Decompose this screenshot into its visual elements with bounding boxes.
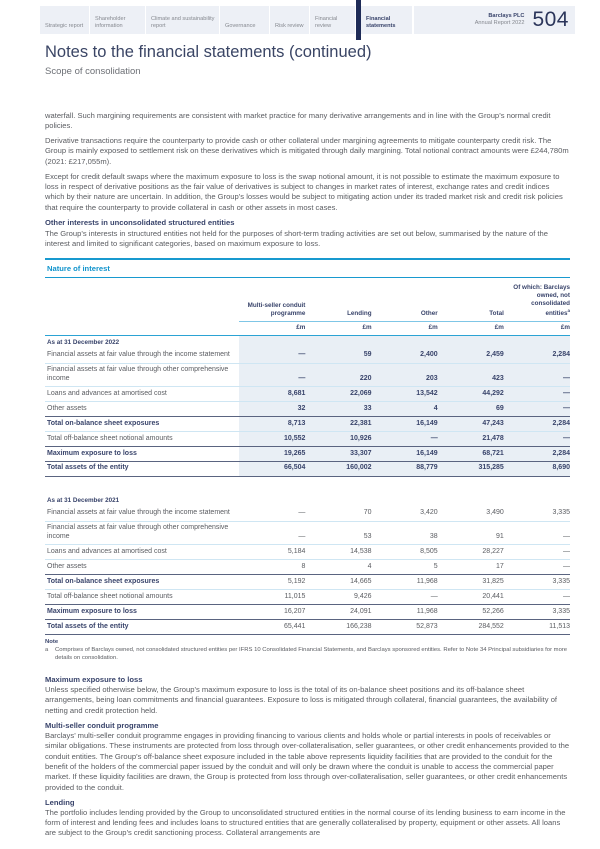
unit-header: £m (372, 321, 438, 335)
unit-header-empty (45, 321, 239, 335)
page-subtitle: Scope of consolidation (45, 66, 141, 77)
page-title: Notes to the financial statements (continued) (45, 43, 372, 61)
column-header-total: Total (438, 278, 504, 321)
tab-climate-sustainability-report[interactable] (146, 6, 220, 34)
footnote-marker: a (45, 646, 49, 653)
table-row-total: Total assets of the entity 66,504 160,002 88,779 315,285 8,690 (45, 461, 570, 476)
column-header-lending: Lending (305, 278, 371, 321)
table-section-2022 (45, 335, 570, 476)
brand-box (413, 6, 575, 34)
table-row: Total off-balance sheet notional amounts 10,552 10,926 — 21,478 — (45, 432, 570, 447)
table-row: Total off-balance sheet notional amounts 11,015 9,426 — 20,441 — (45, 590, 570, 605)
table-row-total: Maximum exposure to loss 19,265 33,307 16,149 68,721 2,284 (45, 446, 570, 461)
table-row: Other assets 8 4 5 17 — (45, 560, 570, 575)
tab-label: Strategic report (45, 23, 84, 30)
section-caption-row (45, 335, 570, 348)
paragraph: The Group’s interests in structured entities not held for the purposes of short-term trading activities are set out below, summarised by the nature of the interest and limited to significant categories, based on maximum exposure to loss. (45, 229, 548, 249)
tab-label: Financial statements (366, 16, 396, 30)
tab-strategic-report[interactable] (40, 6, 90, 34)
section-caption-row (45, 476, 570, 506)
brand-text (475, 13, 525, 28)
unit-header: £m (438, 321, 504, 335)
tab-shareholder-information[interactable] (90, 6, 146, 34)
tab-financial-statements[interactable] (361, 6, 413, 34)
column-header-conduit: Multi-seller conduit programme (239, 278, 305, 321)
unit-header: £m (504, 321, 570, 335)
section-caption: As at 31 December 2022 (47, 338, 120, 346)
table-row: Loans and advances at amortised cost 5,184 14,538 8,505 28,227 — (45, 545, 570, 560)
table-row-total: Total on-balance sheet exposures 8,713 22,381 16,149 47,243 2,284 (45, 417, 570, 432)
intro-text (45, 111, 570, 250)
table-row: Loans and advances at amortised cost 8,681 22,069 13,542 44,292 — (45, 387, 570, 402)
tab-label: Risk review (275, 23, 304, 30)
section-heading-max-exposure: Maximum exposure to loss (45, 675, 143, 685)
tab-financial-review[interactable] (310, 6, 356, 34)
tab-label: Climate and sustainability report (151, 16, 215, 30)
page-number: 504 (532, 8, 569, 31)
table-row: Other assets 32 33 4 69 — (45, 402, 570, 417)
table-row: Financial assets at fair value through the income statement — 59 2,400 2,459 2,284 (45, 349, 570, 363)
tab-label: Financial review (315, 16, 338, 30)
column-header-empty (45, 278, 239, 321)
table-row-total: Total on-balance sheet exposures 5,192 14,665 11,968 31,825 3,335 (45, 575, 570, 590)
paragraph: Barclays’ multi-seller conduit programme engages in providing financing to various clients and holds whole or partial interests in pools of receivables or similar obligations. These instruments are protected from loss through over-collateralisation, seller guarantees, or other credit enhancements provided to the conduit entities. The Group’s off-balance sheet exposure included in the table above represents liquidity facilities that are provided to the conduit for the benefit of the holders of the commercial paper issued by the conduit and will only be drawn where the conduit is unable to access the commercial paper market. If these liquidity facilities are drawn, the Group is protected from loss through over-collateralisation, seller guarantees, or other credit enhancements provided to the conduit. (45, 730, 570, 792)
tab-risk-review[interactable] (270, 6, 310, 34)
unit-header: £m (305, 321, 371, 335)
paragraph: Derivative transactions require the counterparty to provide cash or other collateral under margining agreements to mitigate counterparty credit risk. The Group is mainly exposed to settlement risk on these derivatives which is mitigated through daily margining. Total notional contract amounts were £244,780m (2021: £217,055m). (45, 136, 569, 166)
section-caption-fill (239, 476, 570, 506)
section-heading-lending: Lending (45, 797, 75, 807)
table-header (45, 278, 570, 335)
table-row: Financial assets at fair value through other comprehensive income — 220 203 423 — (45, 363, 570, 387)
table-row: Financial assets at fair value through the income statement — 70 3,420 3,490 3,335 (45, 507, 570, 521)
report-nav-bar (40, 6, 575, 34)
brand-report-year: Annual Report 2022 (474, 20, 525, 26)
column-header-of-which: Of which: Barclays owned, not consolidated entities$^a$ (504, 278, 570, 321)
footnote-heading: Note (45, 638, 59, 645)
tab-label: Governance (225, 23, 256, 30)
nature-of-interest-table (45, 258, 570, 635)
section-caption-fill (239, 335, 570, 348)
section-heading-other-interests: Other interests in unconsolidated structured entities (45, 217, 235, 227)
table-footnote (45, 639, 570, 663)
section-heading-conduit: Multi-seller conduit programme (45, 720, 159, 730)
brand-name: Barclays PLC (488, 12, 525, 19)
tab-governance[interactable] (220, 6, 270, 34)
table-row-total: Maximum exposure to loss 16,207 24,091 11,968 52,266 3,335 (45, 605, 570, 620)
table-row-total: Total assets of the entity 65,441 166,238 52,873 284,552 11,513 (45, 619, 570, 634)
footnote-marker: a (567, 308, 570, 314)
lower-sections (45, 675, 570, 839)
column-header-other: Other (372, 278, 438, 321)
paragraph: The portfolio includes lending provided by the Group to unconsolidated structured entities in the normal course of its lending business to earn income in the form of interest and lending fees and includes loans to structured entities that are generally collateralised by property, equipment or other assets. All loans are subject to the Group’s credit sanctioning process. Collateral arrangements are (45, 807, 566, 838)
section-caption: As at 31 December 2021 (47, 496, 120, 504)
table-row: Financial assets at fair value through other comprehensive income — 53 38 91 — (45, 521, 570, 545)
paragraph: Except for credit default swaps where the maximum exposure to loss is the swap notional amount, it is not possible to estimate the maximum exposure to loss in respect of derivative positions as the fair value of derivatives is subject to changes in market rates of interest, exchange rates and credit indices which by their nature are uncertain. In addition, the Group’s losses would be subject to mitigating action under its traded market risk and credit risk policies that require the counterparty to provide collateral in cash or other assets in most cases. (45, 171, 563, 212)
paragraph: waterfall. Such margining requirements are consistent with market practice for many derivative arrangements and in line with the Group’s normal credit policies. (45, 111, 551, 131)
tab-label: Shareholder information (95, 16, 126, 30)
paragraph: Unless specified otherwise below, the Group’s maximum exposure to loss is the total of its on-balance sheet positions and its off-balance sheet arrangements, being loan commitments and financial guarantees. Exposure to loss is mitigated through collateral, financial guarantees, the availability of netting and credit protection held. (45, 685, 558, 715)
unit-header: £m (239, 321, 305, 335)
table-title: Nature of interest (45, 258, 570, 278)
footnote-text: Comprises of Barclays owned, not consolidated structured entities per IFRS 10 Consolidated Financial Statements, and Barclays sponsored entities. Refer to Note 34 Principal subsidiaries for more details on consolidation. (55, 646, 568, 662)
table-section-2021 (45, 476, 570, 634)
